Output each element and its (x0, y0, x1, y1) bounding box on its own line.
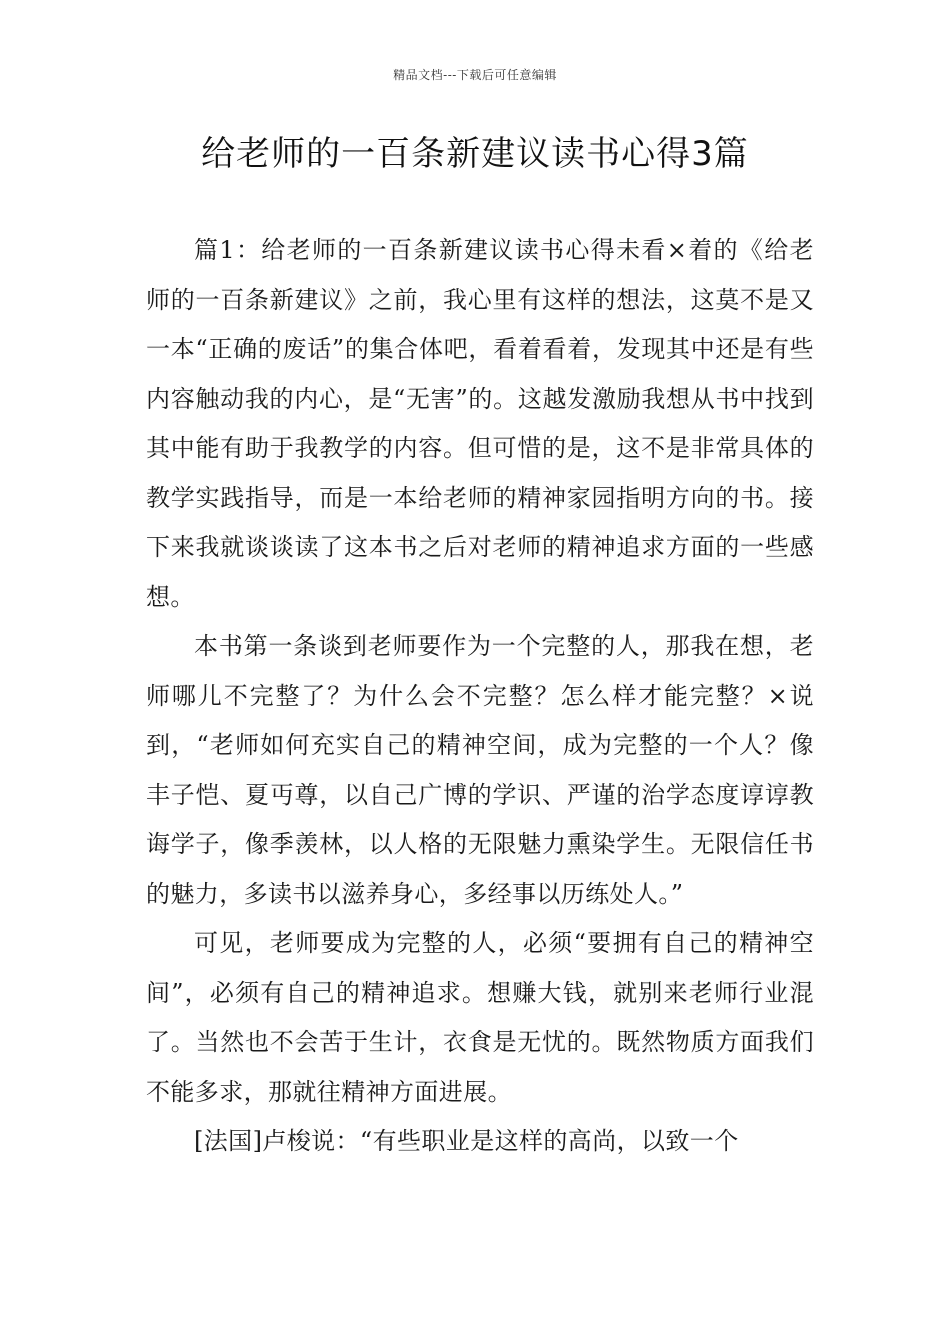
header-note: 精品文档---下载后可任意编辑 (393, 68, 557, 82)
paragraph-4: [法国]卢梭说：“有些职业是这样的高尚，以致一个 (194, 1127, 739, 1155)
document-body (146, 226, 814, 1167)
paragraph-3: 可见，老师要成为完整的人，必须“要拥有自己的精神空间”，必须有自己的精神追求。想赚大钱，就别来老师行业混了。当然也不会苦于生计，衣食是无忧的。既然物质方面我们不能多求，那就往精神方面进展。 (146, 929, 814, 1106)
paragraph-2: 本书第一条谈到老师要作为一个完整的人，那我在想，老师哪儿不完整了？为什么会不完整？怎么样才能完整？×说到，“老师如何充实自己的精神空间，成为完整的一个人？像丰子恺、夏丏尊，以自己广博的学识、严谨的治学态度谆谆教诲学子，像季羡林，以人格的无限魅力熏染学生。无限信任书的魅力，多读书以滋养身心，多经事以历练处人。” (146, 632, 814, 908)
paragraph-1: 篇1：给老师的一百条新建议读书心得未看×着的《给老师的一百条新建议》之前，我心里有这样的想法，这莫不是又一本“正确的废话”的集合体吧，看着看着，发现其中还是有些内容触动我的内心，是“无害”的。这越发激励我想从书中找到其中能有助于我教学的内容。但可惜的是，这不是非常具体的教学实践指导，而是一本给老师的精神家园指明方向的书。接下来我就谈谈读了这本书之后对老师的精神追求方面的一些感想。 (146, 236, 814, 611)
document-title: 给老师的一百条新建议读书心得3篇 (201, 134, 749, 174)
